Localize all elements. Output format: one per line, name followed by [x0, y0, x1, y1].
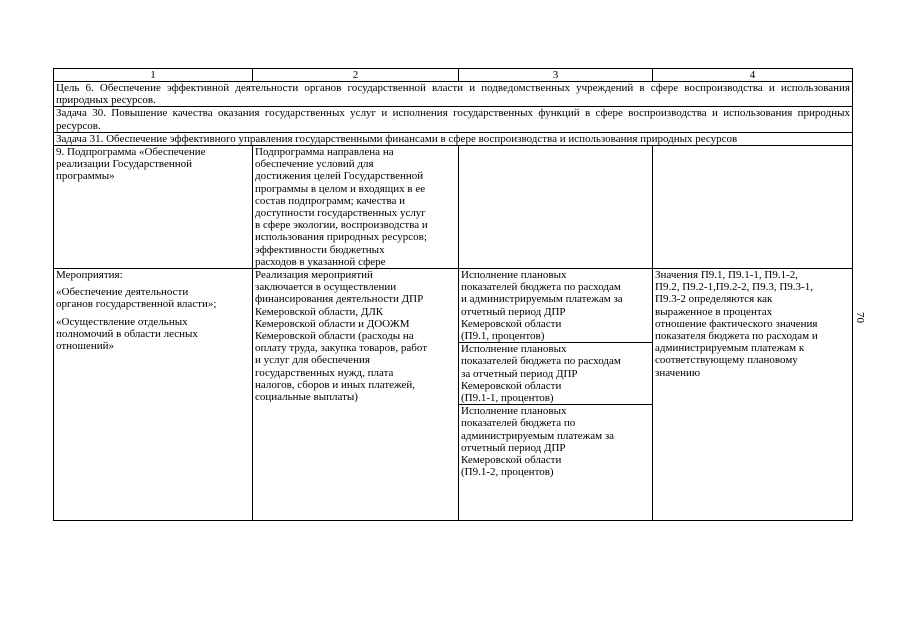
- activities-cell: [54, 269, 253, 521]
- indicators-cell: [459, 269, 653, 521]
- goal-text: Цель 6. Обеспечение эффективной деятельности органов государственной власти и подведомственных учреждений в сфере воспроизводства и использования природных ресурсов.: [54, 82, 853, 107]
- subprogram-row: [54, 146, 853, 269]
- activities-label: Мероприятия:: [56, 269, 123, 282]
- header-col-2: 2: [253, 69, 459, 82]
- indicator-p9-1: Исполнение плановых показателей бюджета по расходам и администрируемым платежам за отчетный период ДПР Кемеровской области (П9.1, процентов): [461, 269, 623, 343]
- task30-text: Задача 30. Повышение качества оказания государственных услуг и исполнения государственных функций в сфере воспроизводства и использования природных ресурсов.: [54, 107, 853, 132]
- goal-row: [54, 82, 853, 107]
- activities-row: [54, 269, 853, 521]
- header-col-3: 3: [459, 69, 653, 82]
- page-number: 70: [854, 312, 866, 323]
- activities-description: Реализация мероприятий заключается в осуществлении финансирования деятельности ДПР Кемеровской области, ДЛК Кемеровской области и ДООЖМ Кемеровской области (расходы на оплату труда, закупка товаров, работ и услуг для обеспечения государственных нужд, плата налогов, сборов и иных платежей, социальные выплаты): [253, 269, 459, 521]
- subprogram-indicators-empty: [459, 146, 653, 269]
- indicator-p9-1-2: Исполнение плановых показателей бюджета по администрируемым платежам за отчетный период ДПР Кемеровской области (П9.1-2, процентов): [459, 404, 652, 478]
- calculation-method: Значения П9.1, П9.1-1, П9.1-2, П9.2, П9.2-1,П9.2-2, П9.3, П9.3-1, П9.3-2 определяются как выраженное в процентах отношение фактического значения показателя бюджета по расходам и администрируемым платежам к соответствующему плановому значению: [653, 269, 853, 521]
- header-row: [54, 69, 853, 82]
- indicators-table: [53, 68, 853, 521]
- task31-row: [54, 132, 853, 145]
- header-col-1: 1: [54, 69, 253, 82]
- header-col-4: 4: [653, 69, 853, 82]
- subprogram-method-empty: [653, 146, 853, 269]
- indicator-p9-1-1: Исполнение плановых показателей бюджета по расходам за отчетный период ДПР Кемеровской области (П9.1-1, процентов): [459, 342, 652, 404]
- subprogram-title: 9. Подпрограмма «Обеспечение реализации Государственной программы»: [54, 146, 253, 269]
- activity-item-2: «Осуществление отдельных полномочий в области лесных отношений»: [56, 315, 198, 353]
- subprogram-description: Подпрограмма направлена на обеспечение условий для достижения целей Государственной программы в целом и входящих в ее состав подпрограмм; качества и доступности государственных услуг в сфере экологии, воспроизводства и использования природных ресурсов; эффективности бюджетных расходов в указанной сфере: [253, 146, 459, 269]
- task31-text: Задача 31. Обеспечение эффективного управления государственными финансами в сфере воспроизводства и использования природных ресурсов: [54, 132, 853, 145]
- task30-row: [54, 107, 853, 132]
- activity-item-1: «Обеспечение деятельности органов государственной власти»;: [56, 286, 217, 311]
